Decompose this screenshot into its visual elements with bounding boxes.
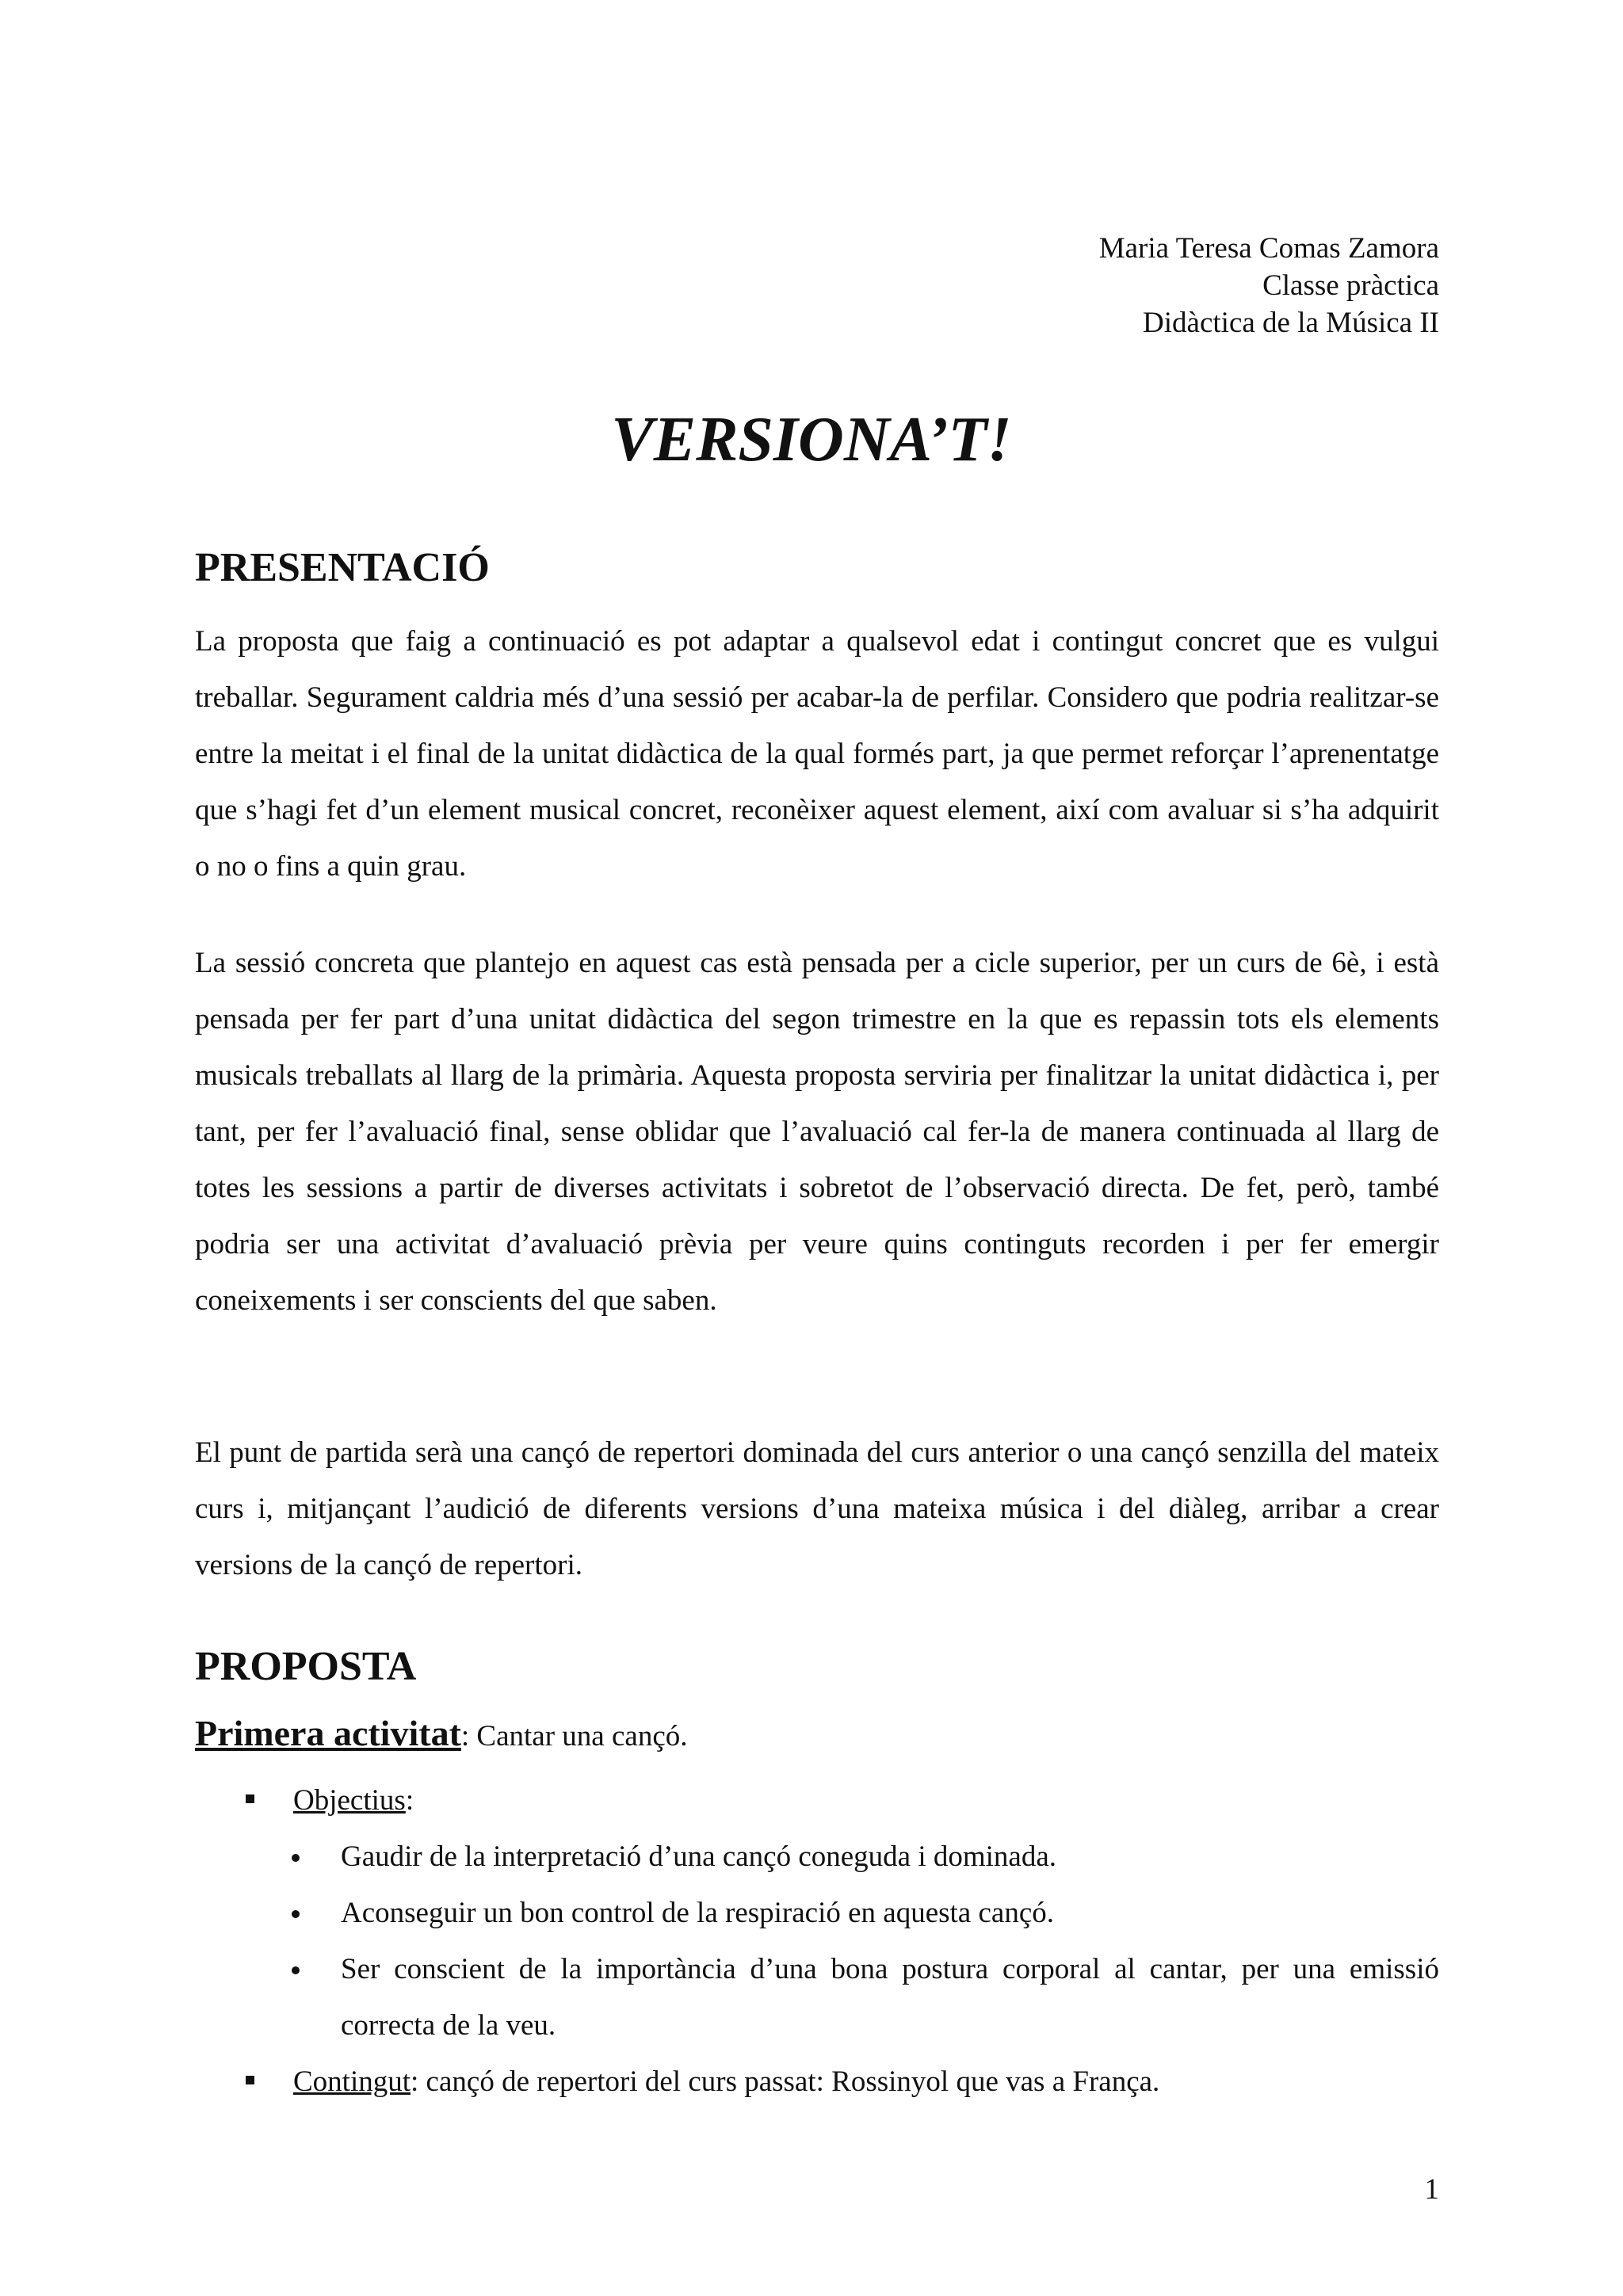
- activity-label: Primera activitat: [195, 1713, 461, 1753]
- objectius-colon: :: [405, 1784, 414, 1817]
- activity-heading: [195, 1714, 688, 1756]
- contingut-label: Contingut: [293, 2065, 411, 2098]
- round-bullet-icon: [292, 1966, 300, 1974]
- paragraph-session: La sessió concreta que plantejo en aquest cas està pensada per a cicle superior, per un curs de 6è, i està pensada per fer part d’una unitat didàctica del segon trimestre en la que es repassin tots els elements musicals treballats al llarg de la primària. Aquesta proposta serviria per finalitzar la unitat didàctica i, per tant, per fer l’avaluació final, sense oblidar que l’avaluació cal fer-la de manera continuada al llarg de totes les sessions a partir de diverses activitats i sobretot de l’observació directa. De fet, però, també podria ser una activitat d’avaluació prèvia per veure quins continguts recorden i per fer emergir coneixements i ser conscients del que saben.: [195, 947, 1439, 1317]
- activity-description: Cantar una cançó.: [469, 1720, 688, 1753]
- page-number: 1: [1424, 2173, 1439, 2206]
- round-bullet-icon: [292, 1910, 300, 1918]
- author-name: Maria Teresa Comas Zamora: [1098, 232, 1439, 265]
- document-title: VERSIONA’T!: [611, 405, 1012, 475]
- objective-list-item: [292, 1941, 1439, 2054]
- round-bullet-icon: [292, 1854, 300, 1862]
- section-heading-proposta: PROPOSTA: [195, 1644, 417, 1689]
- course-type: Classe pràctica: [1262, 269, 1439, 302]
- activity-colon: :: [460, 1720, 470, 1753]
- objective-list-item: [292, 1885, 1439, 1941]
- square-bullet-icon: [246, 2076, 254, 2084]
- square-bullet-icon: [246, 1794, 254, 1803]
- section-heading-presentacio: PRESENTACIÓ: [195, 545, 490, 590]
- objective-text: Gaudir de la interpretació d’una cançó coneguda i dominada.: [341, 1840, 1057, 1873]
- document-header: [1099, 230, 1439, 341]
- paragraph-starting-point: El punt de partida serà una cançó de repertori dominada del curs anterior o una cançó senzilla del mateix curs i, mitjançant l’audició de diferents versions d’una mateixa música i del diàleg, arribar a crear versions de la cançó de repertori.: [195, 1436, 1439, 1581]
- contingut-text: : cançó de repertori del curs passat: Rossinyol que vas a França.: [411, 2065, 1160, 2098]
- objective-list-item: [292, 1829, 1439, 1885]
- objectius-label: Objectius: [293, 1784, 406, 1817]
- objective-text: Aconseguir un bon control de la respiració en aquesta cançó.: [341, 1897, 1054, 1929]
- paragraph-intro: La proposta que faig a continuació es pot adaptar a qualsevol edat i contingut concret que es vulgui treballar. Segurament caldria més d’una sessió per acabar-la de perfilar. Considero que podria realitzar-se entre la meitat i el final de la unitat didàctica de la qual formés part, ja que permet reforçar l’aprenentatge que s’hagi fet d’un element musical concret, reconèixer aquest element, així com avaluar si s’ha adquirit o no o fins a quin grau.: [195, 625, 1439, 883]
- subject-name: Didàctica de la Música II: [1143, 307, 1439, 339]
- objective-text: Ser conscient de la importància d’una bona postura corporal al cantar, per una emissió correcta de la veu.: [341, 1953, 1439, 2042]
